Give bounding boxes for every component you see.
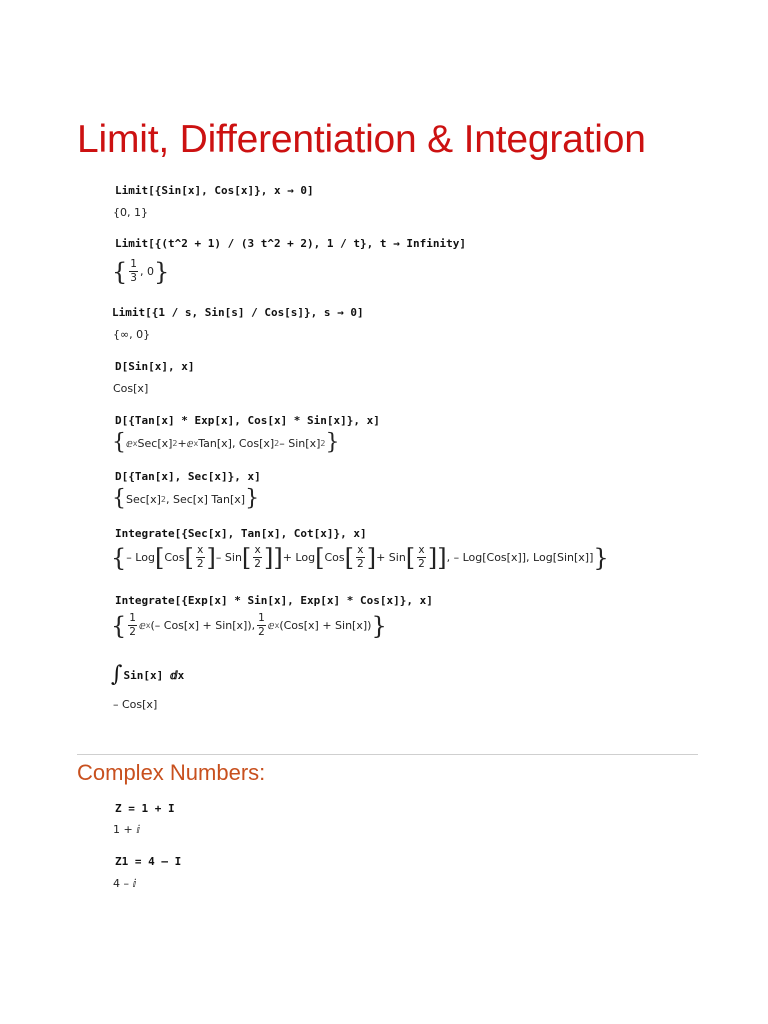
output-cell: {0, 1} [113,206,148,219]
output-cell: { $\frac{1}{2}$ ⅇ x (– Cos[x] + Sin[x]), $\frac{1}{2}$ ⅇ x (Cos[x] + Sin[x]) } [111,611,387,640]
output-cell: { ⅇ x Sec[x] 2 + ⅇ x Tan[x], Cos[x] 2 – Sin[x] 2 } [112,430,340,455]
output-cell: – Cos[x] [113,698,158,711]
output-cell: 4 – ⅈ [113,877,137,890]
input-cell: Z = 1 + I [115,802,175,815]
section-subtitle: Complex Numbers: [77,760,266,785]
fraction: $\frac{1}{2}$ [258,612,265,639]
fraction: $\frac{1}{2}$ [129,612,136,639]
fraction: $\frac{x}{2}$ [196,544,204,571]
fraction: $\frac{x}{2}$ [418,544,425,571]
fraction: $\frac{x}{2}$ [254,544,261,571]
input-cell: Limit[{1 / s, Sin[s] / Cos[s]}, s → 0] [112,306,364,319]
fraction: $\frac{x}{2}$ [357,544,364,571]
input-cell: D[Sin[x], x] [115,360,195,373]
input-cell: Limit[{Sin[x], Cos[x]}, x → 0] [115,184,314,197]
integral-sign: ∫ [111,662,123,687]
section-divider [77,754,698,755]
output-cell: Cos[x] [113,382,149,395]
input-cell: Z1 = 4 – I [115,855,182,868]
output-cell: { $\frac{1}{3}$ , 0 } [112,257,170,286]
input-cell: Integrate[{Sec[x], Tan[x], Cot[x]}, x] [115,527,367,540]
input-cell: ∫ Sin[x] ⅆx [111,662,185,687]
input-cell: Integrate[{Exp[x] * Sin[x], Exp[x] * Cos[x]}, x] [115,594,433,607]
section-title: Limit, Differentiation & Integration [77,118,646,161]
input-cell: D[{Tan[x] * Exp[x], Cos[x] * Sin[x]}, x] [115,414,380,427]
output-cell: {∞, 0} [113,328,151,341]
input-cell: Limit[{(t^2 + 1) / (3 t^2 + 2), 1 / t}, t → Infinity] [115,237,466,250]
output-cell: { – Log [ Cos [ $\frac{x}{2}$ ] – Sin [ $\frac{x}{2}$ ]] + Log [ Cos [ $\frac{x}{2}$ ] + Sin [ $\frac{x}{2}$ ]] , – Log[Cos[x]], Log[Sin[x]] } [111,543,609,572]
fraction: $\frac{1}{3}$ [130,258,137,285]
output-cell: { Sec[x] 2 , Sec[x] Tan[x] } [112,486,260,511]
input-cell: D[{Tan[x], Sec[x]}, x] [115,470,261,483]
output-cell: 1 + ⅈ [113,823,141,836]
